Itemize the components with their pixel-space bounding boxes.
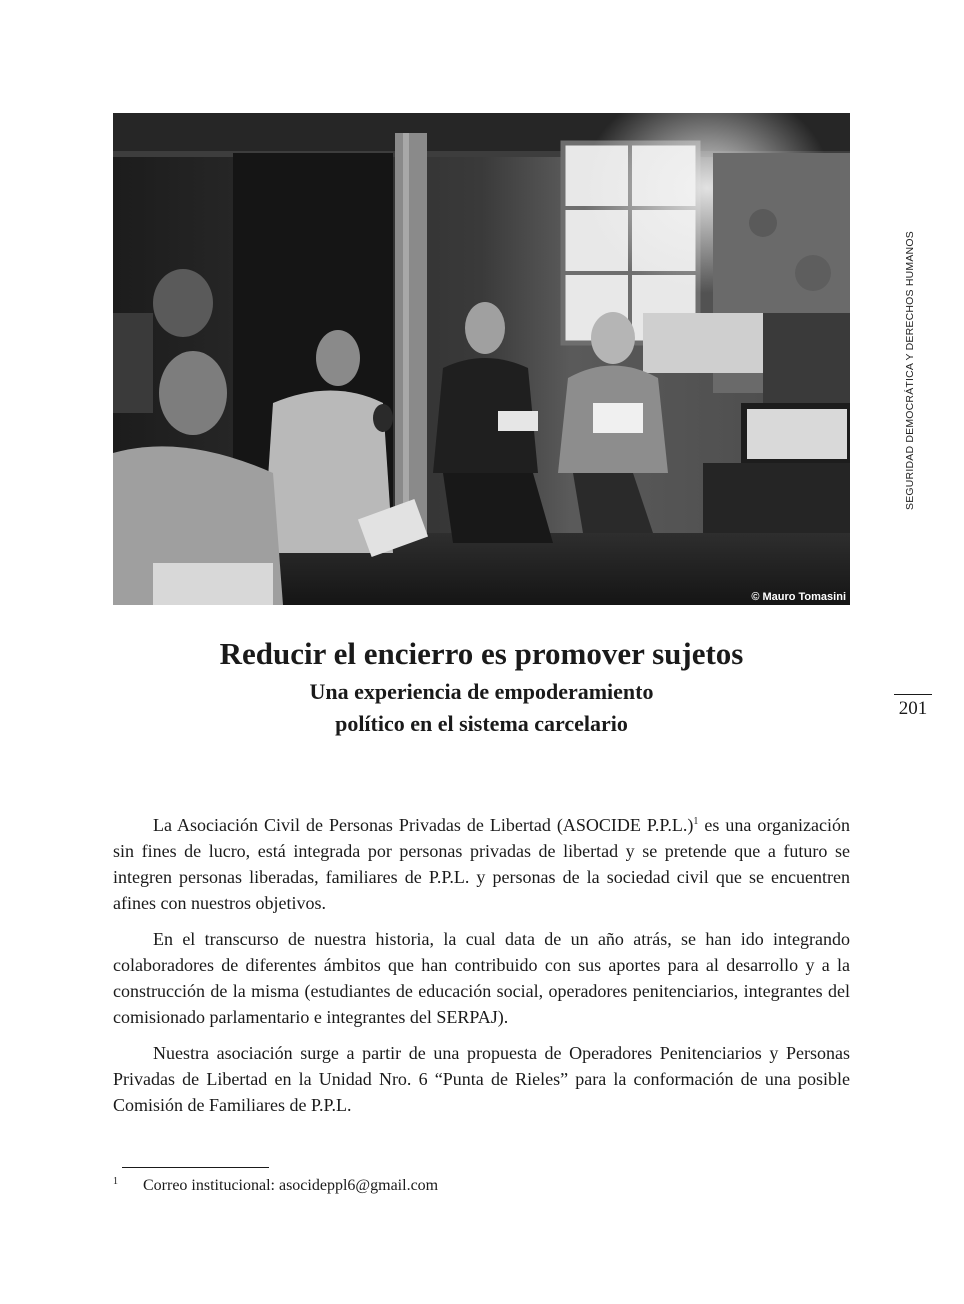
paragraph-2: En el transcurso de nuestra historia, la cual data de un año atrás, se han ido integrando colaboradores de diferentes ámbitos que han contribuido con sus aportes para al desarrollo y a la construcción de la misma (estudiantes de educación social, operadores penitenciarios, integrantes del comisionado parlamentario e integrantes del SERPAJ). <box>113 929 850 1027</box>
footnote-text: Correo institucional: asocideppl6@gmail.com <box>143 1177 439 1194</box>
paragraph-1-text-b: es una organización sin fines de lucro, está integrada por personas privadas de libertad y se pretende que a futuro se integren personas liberadas, familiares de P.P.L. y personas de la sociedad civil que se encuentren afines con nuestros objetivos. <box>113 815 850 913</box>
photo-credit: © Mauro Tomasini <box>751 591 846 603</box>
photo-image <box>113 113 850 605</box>
footnote: 1 Correo institucional: asocideppl6@gmail.com <box>113 1175 439 1194</box>
subtitle-line-2: político en el sistema carcelario <box>335 711 628 736</box>
article-subtitle <box>113 676 850 740</box>
article-body <box>113 812 850 1128</box>
subtitle-line-1: Una experiencia de empoderamiento <box>309 679 654 704</box>
article-title: Reducir el encierro es promover sujetos <box>219 636 744 671</box>
paragraph-1 <box>113 812 850 916</box>
footnote-ref: 1 <box>693 816 699 827</box>
page-number-rule <box>894 694 932 695</box>
paragraph-1-text-a: La Asociación Civil de Personas Privadas de Libertad (ASOCIDE P.P.L.) <box>153 815 694 835</box>
page-number: 201 <box>898 698 928 719</box>
photo <box>113 113 850 605</box>
paragraph-3: Nuestra asociación surge a partir de una propuesta de Operadores Penitenciarios y Personas Privadas de Libertad en la Unidad Nro. 6 “Punta de Rieles” para la conformación de una posible Comisión de Familiares de P.P.L. <box>113 1043 850 1115</box>
running-header: SEGURIDAD DEMOCRÁTICA Y DERECHOS HUMANOS <box>904 231 916 510</box>
footnote-rule <box>122 1167 269 1168</box>
